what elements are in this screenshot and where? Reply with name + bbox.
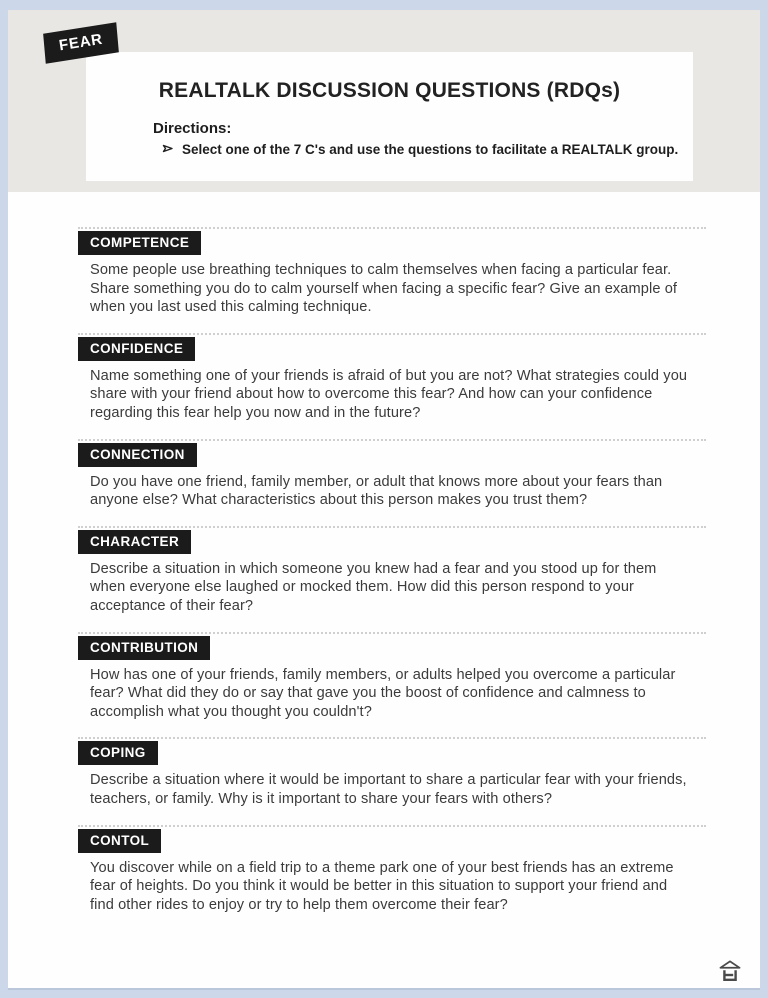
section-label: CONTOL: [78, 829, 161, 853]
fear-tag-label: FEAR: [57, 30, 105, 55]
section-coping: [78, 737, 706, 808]
directions-label: Directions:: [153, 120, 232, 137]
page-title: REALTALK DISCUSSION QUESTIONS (RDQs): [158, 79, 621, 102]
section-label: CONNECTION: [78, 443, 197, 467]
section-competence: [78, 227, 706, 317]
section-label: CHARACTER: [78, 530, 191, 554]
section-label: COPING: [78, 741, 158, 765]
section-label: CONFIDENCE: [78, 337, 195, 361]
section-question: How has one of your friends, family members, or adults helped you overcome a particular fear? What did they do or say that gave you the boost of confidence and calmness to accomplish what you thought you couldn't?: [90, 666, 676, 720]
directions-text: Select one of the 7 C's and use the questions to facilitate a REALTALK group.: [182, 142, 679, 157]
questions-panel: [8, 192, 760, 990]
section-contribution: [78, 632, 706, 722]
house-logo-icon: [718, 959, 742, 983]
section-question: Some people use breathing techniques to calm themselves when facing a particular fear. Share something you do to calm yourself when facing a specific fear? Give an example of when you last used this calming technique.: [90, 262, 678, 316]
section-question: You discover while on a field trip to a theme park one of your best friends has an extreme fear of heights. Do you think it would be better in this situation to support your friend and find other rides to enjoy or try to help them overcome their fear?: [90, 859, 674, 913]
directions-item: [162, 142, 693, 157]
header-band: [8, 10, 760, 192]
section-connection: [78, 439, 706, 510]
section-confidence: [78, 333, 706, 423]
questions-list: [78, 227, 706, 930]
section-question: Name something one of your friends is afraid of but you are not? What strategies could you share with your friend about how to overcome this fear? And how can your confidence regarding this fear help you now and in the future?: [90, 367, 688, 421]
section-character: [78, 526, 706, 616]
arrowhead-bullet-icon: [162, 142, 174, 157]
section-contol: [78, 825, 706, 915]
section-question: Describe a situation where it would be important to share a particular fear with your friends, teachers, or family. Why is it important to share your fears with others?: [90, 772, 687, 807]
section-question: Describe a situation in which someone you knew had a fear and you stood up for them when everyone else laughed or mocked them. How did this person respond to your acceptance of their fear?: [90, 560, 657, 614]
header-card: [86, 52, 693, 181]
section-label: CONTRIBUTION: [78, 636, 210, 660]
section-label: COMPETENCE: [78, 231, 201, 255]
section-question: Do you have one friend, family member, or adult that knows more about your fears than anyone else? What characteristics about this person makes you trust them?: [90, 473, 663, 509]
